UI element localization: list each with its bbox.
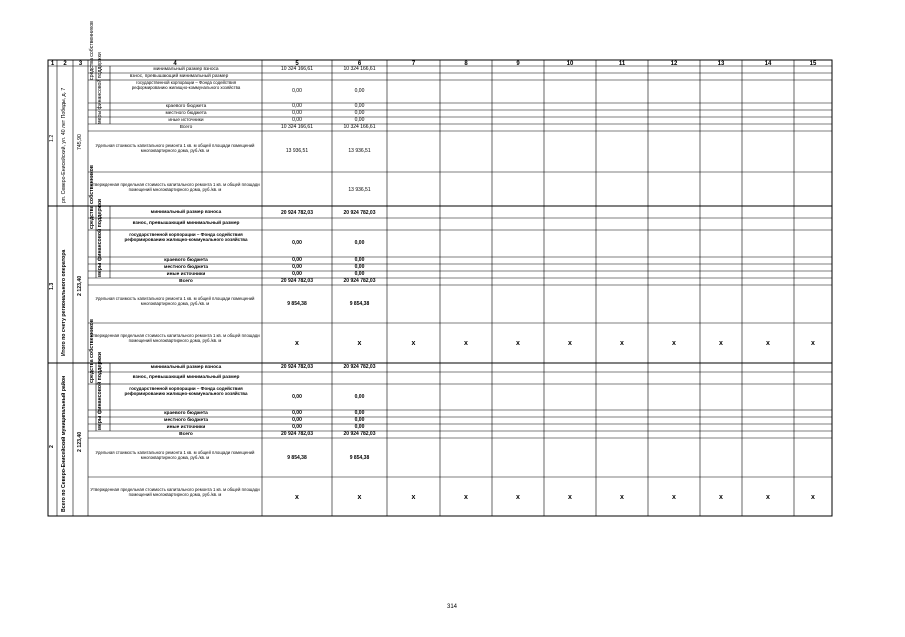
s1-tot-c6: 10 324 166,61 xyxy=(343,124,376,130)
s1-loc-c5: 0,00 xyxy=(292,110,302,116)
section-3-fund-label: государственной корпорации – Фонда содействия реформированию жилищно-коммунального хозяйства xyxy=(124,386,248,397)
s1-min-c5: 10 324 166,61 xyxy=(281,66,313,72)
s3-x-c6: x xyxy=(357,494,362,501)
s2-x-c7: x xyxy=(411,340,416,347)
s3-unit-c5: 9 854,38 xyxy=(287,455,307,461)
section-2-owner-funds: средства собственников xyxy=(88,165,95,229)
col-header-5: 5 xyxy=(295,61,299,67)
section-3-number: 2 xyxy=(49,445,55,448)
s1-fund-c6: 0,00 xyxy=(354,88,365,94)
section-3-total-label: Всего xyxy=(179,431,193,437)
s3-x-c9: x xyxy=(516,494,520,501)
s1-oth-c5: 0,00 xyxy=(292,117,302,123)
section-3-excess-label: взнос, превышающий минимальный размер xyxy=(132,375,240,380)
s1-fund-c5: 0,00 xyxy=(292,88,302,94)
s3-x-c14: x xyxy=(766,494,770,501)
s2-loc-c5: 0,00 xyxy=(292,264,302,270)
s3-x-c12: x xyxy=(672,494,676,501)
col-header-2: 2 xyxy=(63,61,67,67)
section-1-min-contrib-label: минимальный размер взноса xyxy=(153,66,219,72)
s2-x-c8: x xyxy=(464,340,468,347)
s3-reg-c5: 0,00 xyxy=(292,410,302,416)
section-1-number: 1.2 xyxy=(49,134,55,142)
section-2-name: Итого по счету регионального оператора xyxy=(61,249,67,356)
s2-tot-c6: 20 924 782,03 xyxy=(343,278,376,284)
section-1-local-label: местного бюджета xyxy=(165,110,207,116)
section-2-support-measures: меры финансовой поддержки xyxy=(97,199,103,277)
section-2-regional-label: краевого бюджета xyxy=(164,257,208,263)
section-1-support-measures: меры финансовой поддержки xyxy=(97,52,103,124)
col-header-15: 15 xyxy=(809,61,817,67)
col-header-13: 13 xyxy=(717,61,725,67)
s3-x-c13: x xyxy=(719,494,723,501)
section-1-area: 745,90 xyxy=(77,134,83,150)
s2-x-c9: x xyxy=(516,340,520,347)
col-header-4: 4 xyxy=(173,61,177,67)
s2-tot-c5: 20 924 782,03 xyxy=(281,278,313,284)
s3-tot-c6: 20 924 782,03 xyxy=(343,431,376,437)
s3-min-c6: 20 924 782,03 xyxy=(343,364,376,370)
s1-unit-c6: 13 936,51 xyxy=(348,148,371,154)
s3-oth-c5: 0,00 xyxy=(292,424,302,430)
s1-loc-c6: 0,00 xyxy=(354,110,365,116)
s2-x-c11: x xyxy=(620,340,624,347)
s3-fund-c5: 0,00 xyxy=(292,394,302,400)
section-3-area: 2 123,40 xyxy=(77,431,83,452)
s2-reg-c5: 0,00 xyxy=(292,257,302,263)
s2-fund-c5: 0,00 xyxy=(292,240,302,246)
s3-tot-c5: 20 924 782,03 xyxy=(281,431,313,437)
section-1-address: рп. Северо-Енисейский, ул. 40 лет Победы, д. 7 xyxy=(61,87,67,203)
s2-min-c5: 20 924 782,03 xyxy=(281,210,313,216)
col-header-11: 11 xyxy=(618,61,626,67)
s2-oth-c6: 0,00 xyxy=(354,271,365,277)
s3-x-c8: x xyxy=(464,494,468,501)
s1-unit-c5: 13 936,51 xyxy=(285,148,309,154)
s1-tot-c5: 10 324 166,61 xyxy=(281,124,313,130)
section-2-other-label: иные источники xyxy=(166,271,206,277)
page-number: 314 xyxy=(446,604,458,610)
s2-x-c10: x xyxy=(568,340,572,347)
s2-min-c6: 20 924 782,03 xyxy=(343,210,376,216)
section-1-excess-label: взнос, превышающий минимальный размер xyxy=(129,73,229,79)
s3-reg-c6: 0,00 xyxy=(354,410,365,416)
s3-oth-c6: 0,00 xyxy=(354,424,365,430)
s2-unit-c5: 9 854,38 xyxy=(287,301,307,307)
s3-x-c5: x xyxy=(295,494,299,501)
section-2-area: 2 123,40 xyxy=(77,275,83,296)
section-1-total-label: Всего xyxy=(179,124,193,130)
section-3-min-contrib-label: минимальный размер взноса xyxy=(150,364,222,370)
col-header-3: 3 xyxy=(78,61,83,67)
s3-x-c11: x xyxy=(620,494,624,501)
section-3-unit-cost-label: Удельная стоимость капитального ремонта 1 кв. м общей площади помещений многоквартирного дома, руб./кв. м xyxy=(95,450,255,460)
col-header-1: 1 xyxy=(50,61,55,67)
s2-x-c12: x xyxy=(672,340,676,347)
s2-oth-c5: 0,00 xyxy=(292,271,302,277)
section-2-unit-cost-label: Удельная стоимость капитального ремонта 1 кв. м общей площади помещений многоквартирного дома, руб./кв. м xyxy=(95,296,255,306)
section-3-approved-label: Утвержденная предельная стоимость капитального ремонта 1 кв. м общей площади помещений многоквартирного дома, руб./кв. м xyxy=(90,487,260,497)
section-2-total-label: Всего xyxy=(179,278,193,284)
section-3-other-label: иные источники xyxy=(166,424,206,430)
section-2-local-label: местного бюджета xyxy=(163,264,209,270)
col-header-10: 10 xyxy=(566,61,574,67)
section-2-fund-label: государственной корпорации – Фонда содействия реформированию жилищно-коммунального хозяйства xyxy=(124,232,248,243)
s3-unit-c6: 9 854,38 xyxy=(349,455,370,461)
col-header-9: 9 xyxy=(516,61,520,67)
section-1-unit-cost-label: Удельная стоимость капитального ремонта 1 кв. м общей площади помещений многоквартирного дома, руб./кв. м xyxy=(95,143,255,153)
s3-loc-c5: 0,00 xyxy=(292,417,302,423)
col-header-14: 14 xyxy=(764,61,772,67)
section-2-approved-label: Утвержденная предельная стоимость капитального ремонта 1 кв. м общей площади помещений многоквартирного дома, руб./кв. м xyxy=(90,333,260,343)
s2-x-c6: x xyxy=(357,340,362,347)
s2-x-c15: x xyxy=(811,340,815,347)
section-1-owner-funds: средства собственников xyxy=(88,21,95,80)
col-header-6: 6 xyxy=(357,61,362,67)
section-2-number: 1.3 xyxy=(49,282,55,290)
s1-reg-c6: 0,00 xyxy=(354,103,365,109)
s2-x-c5: x xyxy=(295,340,299,347)
section-1-approved-label: Утвержденная предельная стоимость капитального ремонта 1 кв. м общей площади помещений многоквартирного дома, руб./кв. м xyxy=(90,182,260,192)
section-1-regional-label: краевого бюджета xyxy=(165,103,207,109)
section-3-owner-funds: средства собственников xyxy=(88,319,95,383)
section-3-support-measures: меры финансовой поддержки xyxy=(97,352,103,430)
s3-fund-c6: 0,00 xyxy=(354,394,365,400)
s3-min-c5: 20 924 782,03 xyxy=(281,364,313,370)
col-header-8: 8 xyxy=(464,61,468,67)
s3-x-c15: x xyxy=(811,494,815,501)
col-header-12: 12 xyxy=(670,61,678,67)
s3-x-c7: x xyxy=(411,494,416,501)
section-3-regional-label: краевого бюджета xyxy=(164,410,208,416)
s2-fund-c6: 0,00 xyxy=(354,240,365,246)
s2-unit-c6: 9 854,38 xyxy=(349,301,370,307)
section-2-min-contrib-label: минимальный размер взноса xyxy=(150,210,222,215)
section-2-excess-label: взнос, превышающий минимальный размер xyxy=(132,221,240,226)
s3-loc-c6: 0,00 xyxy=(354,417,365,423)
s1-appr-c6: 13 936,51 xyxy=(348,187,371,193)
s3-x-c10: x xyxy=(568,494,572,501)
section-3-name: Всего по Северо-Енисейский муниципальный район xyxy=(61,375,67,512)
s1-reg-c5: 0,00 xyxy=(292,103,302,109)
s2-x-c14: x xyxy=(766,340,770,347)
s2-loc-c6: 0,00 xyxy=(354,264,365,270)
s1-min-c6: 10 324 166,61 xyxy=(343,66,376,72)
s2-x-c13: x xyxy=(719,340,723,347)
s1-oth-c6: 0,00 xyxy=(354,117,365,123)
section-3-local-label: местного бюджета xyxy=(163,417,209,423)
s2-reg-c6: 0,00 xyxy=(354,257,365,263)
section-1-other-label: иные источники xyxy=(168,117,204,123)
section-1-fund-label: государственной корпорации – Фонда содействия реформированию жилищно-коммунального хозяйства xyxy=(131,80,241,90)
col-header-7: 7 xyxy=(411,61,416,67)
